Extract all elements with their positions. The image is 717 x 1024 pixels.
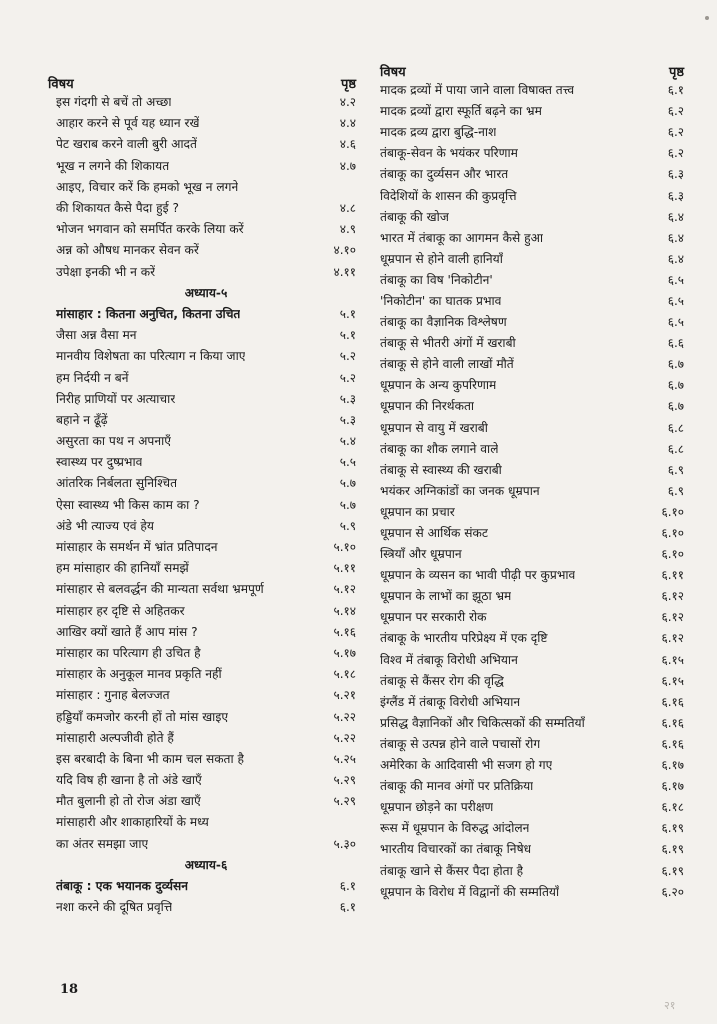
toc-entry	[56, 812, 356, 833]
entry-page: ४.७	[339, 158, 356, 173]
entry-title: यदि विष ही खाना है तो अंडे खाएँ	[56, 773, 202, 788]
toc-entry	[56, 198, 356, 219]
toc-entry	[380, 143, 684, 164]
toc-entry	[380, 291, 684, 312]
entry-title: तंबाकू का दुर्व्यसन और भारत	[380, 167, 509, 182]
entry-page: ६.९	[667, 483, 684, 498]
toc-entry	[380, 502, 684, 523]
entry-title: इस गंदगी से बचें तो अच्छा	[56, 95, 172, 110]
entry-title: आंतरिक निर्बलता सुनिश्चित	[56, 476, 178, 491]
entry-title: धूम्रपान छोड़ने का परीक्षण	[380, 800, 494, 815]
entry-page: ६.२	[667, 125, 684, 140]
entry-page: ६.१	[667, 83, 684, 98]
toc-entry	[380, 418, 684, 439]
entry-title: मांसाहार से बलवर्द्धन की मान्यता सर्वथा भ्रमपूर्ण	[56, 582, 264, 597]
toc-entry	[380, 122, 684, 143]
toc-left-column	[48, 60, 356, 918]
entry-title: नशा करने की दूषित प्रवृत्ति	[56, 900, 173, 915]
entry-title: भूख न लगने की शिकायत	[56, 158, 170, 173]
toc-entry	[56, 367, 356, 388]
toc-entry	[380, 882, 684, 903]
entry-title: अंडे भी त्याज्य एवं हेय	[56, 518, 154, 533]
entry-title: निरीह प्राणियों पर अत्याचार	[56, 391, 176, 406]
entry-title: भारतीय विचारकों का तंबाकू निषेध	[380, 842, 532, 857]
chapter-heading	[56, 855, 356, 876]
entry-page: ६.१२	[661, 610, 684, 625]
entry-page: ४.८	[339, 201, 356, 216]
entry-page: ५.३	[339, 412, 356, 427]
toc-entry	[380, 713, 684, 734]
entry-page: ४.६	[339, 137, 356, 152]
entry-page: ६.१६	[661, 715, 684, 730]
entry-page: ५.२२	[333, 709, 356, 724]
toc-entry	[380, 333, 684, 354]
entry-page: ६.४	[667, 230, 684, 245]
entry-page: ५.२१	[333, 688, 356, 703]
toc-entry	[380, 460, 684, 481]
entry-page: ६.७	[667, 357, 684, 372]
entry-page: ६.३	[667, 167, 684, 182]
toc-entry	[56, 537, 356, 558]
toc-entry	[56, 473, 356, 494]
entry-title: धूम्रपान के लाभों का झूठा भ्रम	[380, 589, 512, 604]
toc-entry	[56, 92, 356, 113]
entry-title: तंबाकू : एक भयानक दुर्व्यसन	[56, 879, 188, 894]
entry-title: जैसा अन्न वैसा मन	[56, 328, 137, 343]
entry-page: ६.१५	[661, 673, 684, 688]
toc-entry	[380, 354, 684, 375]
toc-entry	[380, 207, 684, 228]
toc-entry	[56, 601, 356, 622]
chapter-title-entry	[56, 876, 356, 897]
entry-title: धूम्रपान पर सरकारी रोक	[380, 610, 487, 625]
toc-entry	[380, 544, 684, 565]
entry-page: ६.४	[667, 209, 684, 224]
toc-entry	[56, 579, 356, 600]
toc-entry	[380, 101, 684, 122]
entry-page: ६.८	[667, 420, 684, 435]
toc-entry	[380, 839, 684, 860]
toc-entry	[380, 797, 684, 818]
toc-entry	[380, 481, 684, 502]
entry-title: तंबाकू का शौक लगाने वाले	[380, 441, 499, 456]
show-through-page-number: २१	[664, 999, 676, 1012]
toc-entry	[56, 134, 356, 155]
entry-title: तंबाकू की मानव अंगों पर प्रतिक्रिया	[380, 779, 534, 794]
entry-page: ६.१८	[661, 800, 684, 815]
entry-page: ६.४	[667, 251, 684, 266]
entry-title: तंबाकू का वैज्ञानिक विश्लेषण	[380, 315, 507, 330]
toc-entry	[56, 749, 356, 770]
toc-entry	[56, 262, 356, 283]
entry-title: रूस में धूम्रपान के विरुद्ध आंदोलन	[380, 821, 530, 836]
entry-title: मांसाहार के समर्थन में भ्रांत प्रतिपादन	[56, 540, 218, 555]
entry-page: ५.१२	[333, 582, 356, 597]
toc-entry	[56, 346, 356, 367]
entry-page: ६.५	[667, 272, 684, 287]
entry-title: उपेक्षा इनकी भी न करें	[56, 264, 156, 279]
entry-title: अन्न को औषध मानकर सेवन करें	[56, 243, 199, 258]
chapter-heading	[56, 283, 356, 304]
entry-page: ५.१८	[333, 667, 356, 682]
entry-title: असुरता का पथ न अपनाएँ	[56, 434, 172, 449]
entry-page: ५.१७	[333, 645, 356, 660]
entry-title: अध्याय-६	[184, 857, 228, 872]
entry-title: स्वास्थ्य पर दुष्प्रभाव	[56, 455, 143, 470]
entry-title: स्त्रियाँ और धूम्रपान	[380, 547, 462, 562]
toc-entry	[380, 396, 684, 417]
toc-right-header	[380, 60, 684, 80]
toc-left-header	[48, 60, 356, 92]
entry-title: धूम्रपान से वायु में खराबी	[380, 420, 488, 435]
entry-title: ऐसा स्वास्थ्य भी किस काम का ?	[56, 497, 200, 512]
entry-title: धूम्रपान के अन्य कुपरिणाम	[380, 378, 497, 393]
entry-title: मादक द्रव्य द्वारा बुद्धि-नाश	[380, 125, 497, 140]
toc-entry	[56, 113, 356, 134]
toc-entry	[56, 156, 356, 177]
entry-page: ५.२९	[333, 794, 356, 809]
entry-title: भारत में तंबाकू का आगमन कैसे हुआ	[380, 230, 544, 245]
entry-title: की शिकायत कैसे पैदा हुई ?	[56, 201, 179, 216]
entry-page: ६.७	[667, 399, 684, 414]
entry-page: ५.१४	[333, 603, 356, 618]
toc-entry	[56, 219, 356, 240]
entry-page: ६.१२	[661, 631, 684, 646]
chapter-title-entry	[56, 304, 356, 325]
toc-entry	[380, 734, 684, 755]
entry-page: ५.२९	[333, 773, 356, 788]
entry-page: ४.१०	[333, 243, 356, 258]
entry-page: ५.२	[339, 370, 356, 385]
entry-page: ६.१	[339, 900, 356, 915]
entry-title: अध्याय-५	[184, 285, 228, 300]
entry-title: मांसाहारी अल्पजीवी होते हैं	[56, 730, 174, 745]
entry-page: ६.१६	[661, 736, 684, 751]
entry-title: पेट खराब करने वाली बुरी आदतें	[56, 137, 197, 152]
toc-entry	[380, 650, 684, 671]
entry-page: ६.१०	[661, 526, 684, 541]
entry-page: ५.३०	[333, 836, 356, 851]
entry-title: इस बरबादी के बिना भी काम चल सकता है	[56, 751, 245, 766]
entry-page: ५.११	[333, 561, 356, 576]
entry-title: मांसाहार : कितना अनुचित, कितना उचित	[56, 306, 241, 321]
entry-page: ६.१९	[661, 842, 684, 857]
toc-entry	[380, 312, 684, 333]
entry-title: तंबाकू से स्वास्थ्य की खराबी	[380, 462, 502, 477]
toc-entry	[56, 495, 356, 516]
entry-page: ६.१०	[661, 547, 684, 562]
entry-page: ६.१	[339, 879, 356, 894]
entry-title: 'निकोटीन' का घातक प्रभाव	[380, 293, 502, 308]
toc-entry	[56, 558, 356, 579]
toc-entry	[56, 177, 356, 198]
entry-title: मौत बुलानी हो तो रोज अंडा खाएँ	[56, 794, 201, 809]
page-heading: पृष्ठ	[340, 77, 356, 92]
toc-entry	[56, 643, 356, 664]
entry-page: ५.१६	[333, 624, 356, 639]
entry-page: ६.५	[667, 293, 684, 308]
entry-page: ६.२०	[661, 884, 684, 899]
entry-title: धूम्रपान के विरोध में विद्वानों की सम्मतियाँ	[380, 884, 560, 899]
toc-entry	[56, 685, 356, 706]
entry-page: ६.१७	[661, 758, 684, 773]
toc-entry	[380, 270, 684, 291]
toc-entry	[56, 622, 356, 643]
entry-page: ५.२५	[333, 751, 356, 766]
entry-title: तंबाकू का विष 'निकोटीन'	[380, 272, 493, 287]
entry-page: ५.१	[339, 306, 356, 321]
toc-entry	[380, 776, 684, 797]
toc-entry	[56, 664, 356, 685]
entry-title: भोजन भगवान को समर्पित करके लिया करें	[56, 222, 244, 237]
entry-title: आहार करने से पूर्व यह ध्यान रखें	[56, 116, 200, 131]
toc-entry	[380, 185, 684, 206]
toc-entry	[380, 818, 684, 839]
entry-page: ५.१०	[333, 540, 356, 555]
entry-page: ६.१९	[661, 863, 684, 878]
entry-title: तंबाकू खाने से कैंसर पैदा होता है	[380, 863, 524, 878]
entry-title: तंबाकू से भीतरी अंगों में खराबी	[380, 336, 516, 351]
entry-page: ५.७	[339, 497, 356, 512]
entry-page: ४.४	[339, 116, 356, 131]
toc-entry	[56, 834, 356, 855]
entry-title: धूम्रपान की निरर्थकता	[380, 399, 475, 414]
entry-page: ६.२	[667, 146, 684, 161]
entry-page: ६.७	[667, 378, 684, 393]
toc-entry	[380, 565, 684, 586]
entry-page: ५.३	[339, 391, 356, 406]
entry-title: धूम्रपान का प्रचार	[380, 504, 455, 519]
entry-title: मादक द्रव्यों द्वारा स्फूर्ति बढ़ने का भ्रम	[380, 104, 542, 119]
entry-page: ५.२२	[333, 730, 356, 745]
entry-title: धूम्रपान से होने वाली हानियाँ	[380, 251, 503, 266]
entry-title: का अंतर समझा जाए	[56, 836, 149, 851]
entry-page: ६.५	[667, 315, 684, 330]
toc-left-entries	[48, 92, 356, 918]
toc-entry	[380, 228, 684, 249]
entry-title: इंग्लैंड में तंबाकू विरोधी अभियान	[380, 694, 521, 709]
toc-entry	[380, 755, 684, 776]
toc-entry	[380, 671, 684, 692]
toc-right-entries	[380, 80, 684, 903]
subject-heading: विषय	[48, 77, 74, 92]
entry-title: हम मांसाहार की हानियाँ समझें	[56, 561, 189, 576]
toc-entry	[380, 523, 684, 544]
entry-title: अमेरिका के आदिवासी भी सजग हो गए	[380, 758, 553, 773]
entry-title: मांसाहार : गुनाह बेलज्जत	[56, 688, 170, 703]
entry-page: ६.३	[667, 188, 684, 203]
entry-page: ६.१९	[661, 821, 684, 836]
entry-title: आइए, विचार करें कि हमको भूख न लगने	[56, 179, 239, 194]
entry-page: ५.२	[339, 349, 356, 364]
entry-title: मांसाहार हर दृष्टि से अहितकर	[56, 603, 185, 618]
entry-title: तंबाकू से कैंसर रोग की वृद्धि	[380, 673, 504, 688]
entry-page: ४.९	[339, 222, 356, 237]
toc-right-column	[380, 60, 684, 903]
entry-title: प्रसिद्ध वैज्ञानिकों और चिकित्सकों की सम्मतियाँ	[380, 715, 585, 730]
entry-page: ६.१०	[661, 504, 684, 519]
toc-entry	[56, 516, 356, 537]
entry-page: ६.९	[667, 462, 684, 477]
toc-entry	[56, 240, 356, 261]
toc-entry	[56, 770, 356, 791]
entry-page: ५.४	[339, 434, 356, 449]
toc-entry	[380, 628, 684, 649]
entry-page: ६.१५	[661, 652, 684, 667]
toc-entry	[380, 249, 684, 270]
entry-page: ५.१	[339, 328, 356, 343]
entry-page: ४.११	[333, 264, 356, 279]
entry-title: तंबाकू से उत्पन्न होने वाले पचासों रोग	[380, 736, 541, 751]
entry-title: बहाने न ढूँढ़ें	[56, 412, 108, 427]
entry-title: मानवीय विशेषता का परित्याग न किया जाए	[56, 349, 246, 364]
entry-title: भयंकर अग्निकांडों का जनक धूम्रपान	[380, 483, 540, 498]
entry-title: धूम्रपान के व्यसन का भावी पीढ़ी पर कुप्रभाव	[380, 568, 576, 583]
entry-title: मांसाहार का परित्याग ही उचित है	[56, 645, 201, 660]
toc-entry	[380, 586, 684, 607]
entry-page: ६.१२	[661, 589, 684, 604]
toc-entry	[56, 897, 356, 918]
entry-title: विश्व में तंबाकू विरोधी अभियान	[380, 652, 518, 667]
entry-title: तंबाकू की खोज	[380, 209, 449, 224]
entry-page: ४.२	[339, 95, 356, 110]
toc-entry	[56, 791, 356, 812]
entry-title: विदेशियों के शासन की कुप्रवृत्ति	[380, 188, 517, 203]
entry-page: ६.१६	[661, 694, 684, 709]
entry-page: ६.६	[667, 336, 684, 351]
toc-entry	[56, 431, 356, 452]
entry-title: तंबाकू-सेवन के भयंकर परिणाम	[380, 146, 518, 161]
toc-entry	[56, 325, 356, 346]
entry-title: मांसाहारी और शाकाहारियों के मध्य	[56, 815, 209, 830]
page-heading: पृष्ठ	[668, 65, 684, 80]
toc-entry	[56, 452, 356, 473]
toc-entry	[56, 728, 356, 749]
entry-page: ५.७	[339, 476, 356, 491]
entry-page: ६.२	[667, 104, 684, 119]
toc-entry	[56, 706, 356, 727]
toc-entry	[56, 410, 356, 431]
entry-title: हड्डियाँ कमजोर करनी हों तो मांस खाइए	[56, 709, 229, 724]
toc-entry	[380, 439, 684, 460]
entry-title: मादक द्रव्यों में पाया जाने वाला विषाक्त तत्त्व	[380, 83, 575, 98]
entry-title: तंबाकू से होने वाली लाखों मौतें	[380, 357, 514, 372]
entry-title: धूम्रपान से आर्थिक संकट	[380, 526, 488, 541]
subject-heading: विषय	[380, 65, 406, 80]
entry-page: ५.९	[339, 518, 356, 533]
toc-entry	[380, 375, 684, 396]
entry-title: तंबाकू के भारतीय परिप्रेक्ष्य में एक दृष्टि	[380, 631, 548, 646]
toc-entry	[380, 80, 684, 101]
entry-title: आखिर क्यों खाते हैं आप मांस ?	[56, 624, 198, 639]
page-speck	[705, 16, 709, 20]
entry-page: ५.५	[339, 455, 356, 470]
entry-page: ६.१७	[661, 779, 684, 794]
entry-title: मांसाहार के अनुकूल मानव प्रकृति नहीं	[56, 667, 222, 682]
entry-page: ६.८	[667, 441, 684, 456]
toc-entry	[380, 860, 684, 881]
toc-entry	[380, 164, 684, 185]
toc-entry	[380, 607, 684, 628]
toc-entry	[56, 389, 356, 410]
entry-title: हम निर्दयी न बनें	[56, 370, 129, 385]
toc-entry	[380, 692, 684, 713]
entry-page: ६.११	[661, 568, 684, 583]
page-number: 18	[60, 982, 79, 997]
